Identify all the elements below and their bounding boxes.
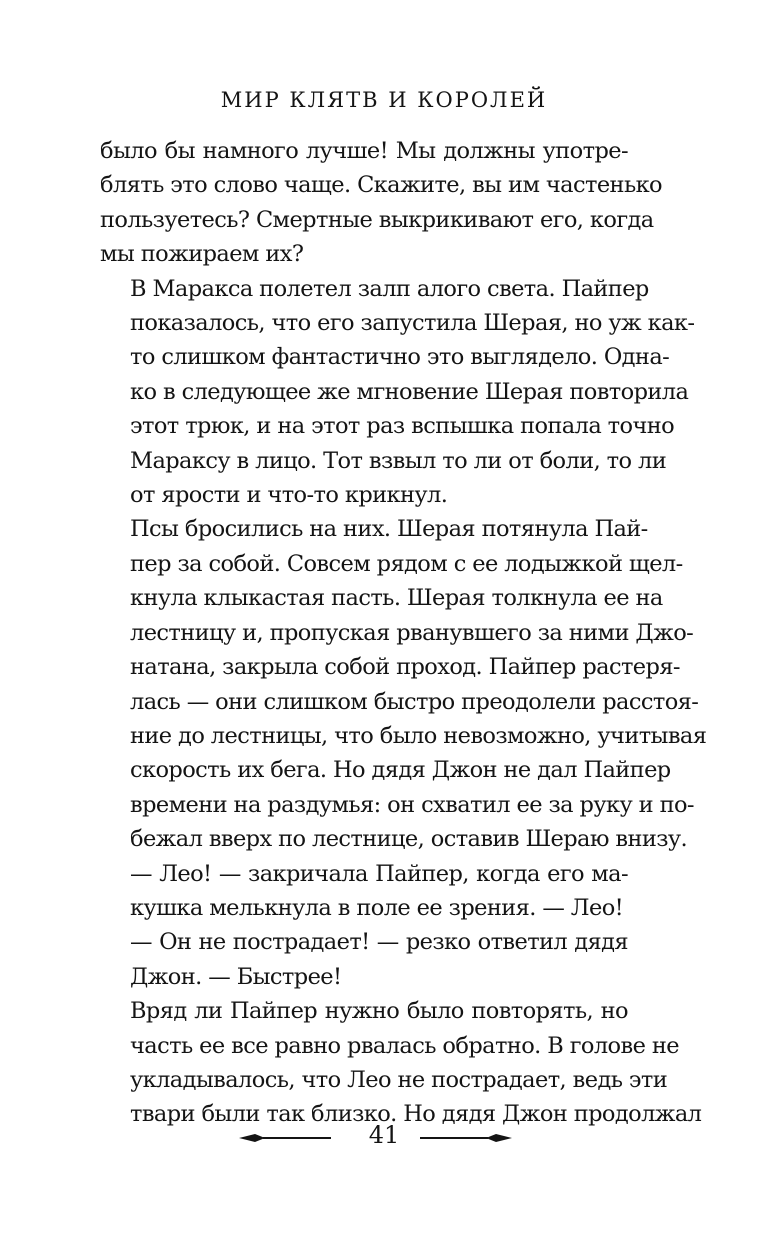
text-line: — Лео! — закричала Пайпер, когда его ма- [130, 860, 628, 887]
text-line: пер за собой. Совсем рядом с ее лодыжкой щел- [130, 550, 683, 577]
text-line: было бы намного лучше! Мы должны употре- [100, 138, 628, 164]
text-line: натана, закрыла собой проход. Пайпер растеря- [130, 654, 680, 681]
text-line: времени на раздумья: он схватил ее за руку и по- [130, 791, 694, 818]
left-ornament-icon [237, 1129, 333, 1147]
paragraph [100, 272, 695, 513]
text-line: от ярости и что-то крикнул. [130, 482, 448, 509]
text-line: ние до лестницы, что было невозможно, учитывая [130, 722, 707, 749]
paragraph [100, 857, 628, 926]
text-line: этот трюк, и на этот раз вспышка попала точно [130, 413, 675, 440]
text-line: часть ее все равно рвалась обратно. В голове не [130, 1032, 679, 1059]
text-line: — Он не пострадает! — резко ответил дядя [130, 929, 628, 956]
paragraph [100, 134, 663, 272]
text-line: укладывалось, что Лео не пострадает, ведь эти [130, 1066, 668, 1093]
text-line: то слишком фантастично это выглядело. Одна- [130, 344, 670, 371]
text-line: Псы бросились на них. Шерая потянула Пай- [130, 516, 648, 543]
text-line: мы пожираем их? [100, 241, 304, 268]
page-number: 41 [368, 1121, 400, 1149]
right-ornament-icon [418, 1129, 514, 1147]
text-line: блять это слово чаще. Скажите, вы им частенько [100, 172, 663, 199]
running-title: МИР КЛЯТВ И КОРОЛЕЙ [220, 88, 548, 112]
paragraph [100, 512, 707, 856]
body-text [100, 134, 707, 1132]
paragraph [100, 994, 702, 1132]
text-line: Мараксу в лицо. Тот взвыл то ли от боли, то ли [130, 447, 667, 474]
text-line: кнула клыкастая пасть. Шерая толкнула ее на [130, 585, 663, 612]
text-line: Вряд ли Пайпер нужно было повторять, но [130, 998, 628, 1025]
text-line: бежал вверх по лестнице, оставив Шераю внизу. [130, 826, 688, 853]
text-line: кушка мелькнула в поле ее зрения. — Лео! [130, 894, 624, 921]
text-line: В Маракса полетел залп алого света. Пайпер [130, 275, 649, 302]
text-line: лестницу и, пропуская рванувшего за ними Джо- [130, 619, 694, 646]
text-line: скорость их бега. Но дядя Джон не дал Пайпер [130, 757, 671, 784]
paragraph [100, 925, 628, 994]
text-line: пользуетесь? Смертные выкрикивают его, когда [100, 206, 654, 233]
text-line: Джон. — Быстрее! [130, 963, 342, 990]
text-line: твари были так близко. Но дядя Джон продолжал [130, 1101, 702, 1128]
text-line: лась — они слишком быстро преодолели расстоя- [130, 688, 699, 715]
page-footer [0, 1121, 768, 1157]
text-line: ко в следующее же мгновение Шерая повторила [130, 378, 689, 405]
text-line: показалось, что его запустила Шерая, но уж как- [130, 310, 695, 337]
